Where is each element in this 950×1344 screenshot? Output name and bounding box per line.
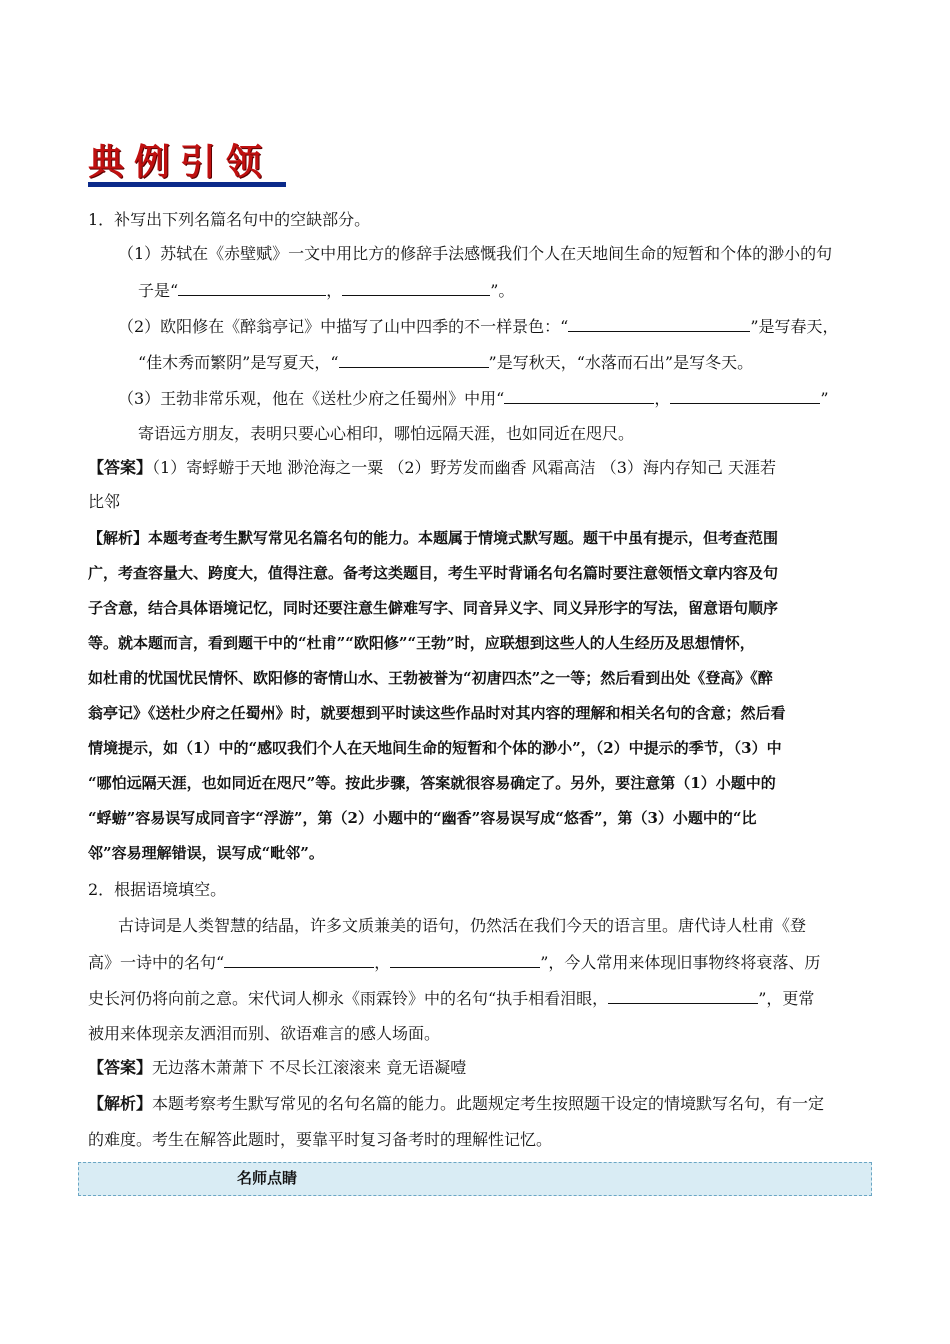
q1-analysis-line: 等。就本题而言，看到题干中的“杜甫”“欧阳修”“王勃”时，应联想到这些人的人生经历及思想情怀， [88,634,755,652]
blank [504,388,654,404]
q1-analysis-line: 【解析】本题考查考生默写常见名篇名句的能力。本题属于情境式默写题。题干中虽有提示，但考查范围 [88,529,779,547]
blank [670,388,820,404]
answer-label: 【答案】 [88,458,153,477]
q1-analysis-line: “蜉蝣”容易误写成同音字“浮游”，第（2）小题中的“幽香”容易误写成“悠香”，第（3）小题中的“比 [88,809,757,827]
q1-part2-line2: “佳木秀而繁阴”是写夏天，“ ”是写秋天，“水落而石出”是写冬天。 [138,353,754,372]
banner-title: 典例引领 [88,141,273,183]
q1-analysis-line: 如杜甫的忧国忧民情怀、欧阳修的寄情山水、王勃被誉为“初唐四杰”之一等；然后看到出处《登高》《醉 [88,669,773,687]
blank [342,280,490,296]
q1-analysis-line: “哪怕远隔天涯，也如同近在咫尺”等。按此步骤，答案就很容易确定了。另外，要注意第（1）小题中的 [88,774,776,792]
blank [568,316,750,332]
q2-stem: 2．根据语境填空。 [88,880,227,899]
q1-stem: 1．补写出下列名篇名句中的空缺部分。 [88,210,371,229]
q2-passage-line2: 高》一诗中的名句“ ， ”，今人常用来体现旧事物终将衰落、历 [88,953,821,972]
q1-part3-line2: 寄语远方朋友，表明只要心心相印，哪怕远隔天涯，也如同近在咫尺。 [138,424,635,443]
q1-analysis-line: 翁亭记》《送杜少府之任蜀州》时，就要想到平时读这些作品时对其内容的理解和相关名句的含意；然后看 [88,704,786,722]
blank [224,952,374,968]
q1-part2-line1: （2）欧阳修在《醉翁亭记》中描写了山中四季的不一样景色：“ ”是写春天， [118,317,839,336]
teacher-tip-title: 名师点睛 [237,1169,298,1187]
q1-analysis-line: 子含意，结合具体语境记忆，同时还要注意生僻难写字、同音异义字、同义异形字的写法，留意语句顺序 [88,599,779,617]
q1-analysis-line: 邻”容易理解错误，误写成“毗邻”。 [88,844,324,862]
q1-part3-line1: （3）王勃非常乐观，他在《送杜少府之任蜀州》中用“ ， ” [118,389,829,408]
q2-analysis-line1: 【解析】本题考察考生默写常见的名句名篇的能力。此题规定考生按照题干设定的情境默写名句，有一定 [88,1094,825,1113]
section-banner [88,140,286,187]
q2-analysis-line2: 的难度。考生在解答此题时，要靠平时复习备考时的理解性记忆。 [88,1130,553,1149]
blank [608,988,758,1004]
analysis-label: 【解析】 [88,1094,153,1113]
q2-passage-line4: 被用来体现亲友洒泪而别、欲语难言的感人场面。 [88,1024,441,1043]
q1-answer-cont: 比邻 [88,492,121,511]
teacher-tip-box [78,1162,872,1196]
q1-analysis-line: 情境提示，如（1）中的“感叹我们个人在天地间生命的短暂和个体的渺小”，（2）中提示的季节，（3）中 [88,739,782,757]
answer-label: 【答案】 [88,1058,153,1077]
q1-analysis-line: 广，考查容量大、跨度大，值得注意。备考这类题目，考生平时背诵名句名篇时要注意领悟文章内容及句 [88,564,779,582]
q2-answer: 【答案】无边落木萧萧下 不尽长江滚滚来 竟无语凝噎 [88,1058,467,1077]
analysis-label: 【解析】 [88,529,149,547]
blank [339,352,489,368]
q1-answer: 【答案】（1）寄蜉蝣于天地 渺沧海之一粟 （2）野芳发而幽香 风霜高洁 （3）海内存知己 天涯若 [88,458,776,477]
q1-part1-line2: 子是“ ， ”。 [138,281,515,300]
q2-passage-line1: 古诗词是人类智慧的结晶，许多文质兼美的语句，仍然活在我们今天的语言里。唐代诗人杜甫《登 [118,916,807,935]
blank [178,280,326,296]
blank [390,952,540,968]
q1-part1-line1: （1）苏轼在《赤壁赋》一文中用比方的修辞手法感慨我们个人在天地间生命的短暂和个体的渺小的句 [118,244,833,263]
q2-passage-line3: 史长河仍将向前之意。宋代词人柳永《雨霖铃》中的名句“执手相看泪眼， ”，更常 [88,989,815,1008]
